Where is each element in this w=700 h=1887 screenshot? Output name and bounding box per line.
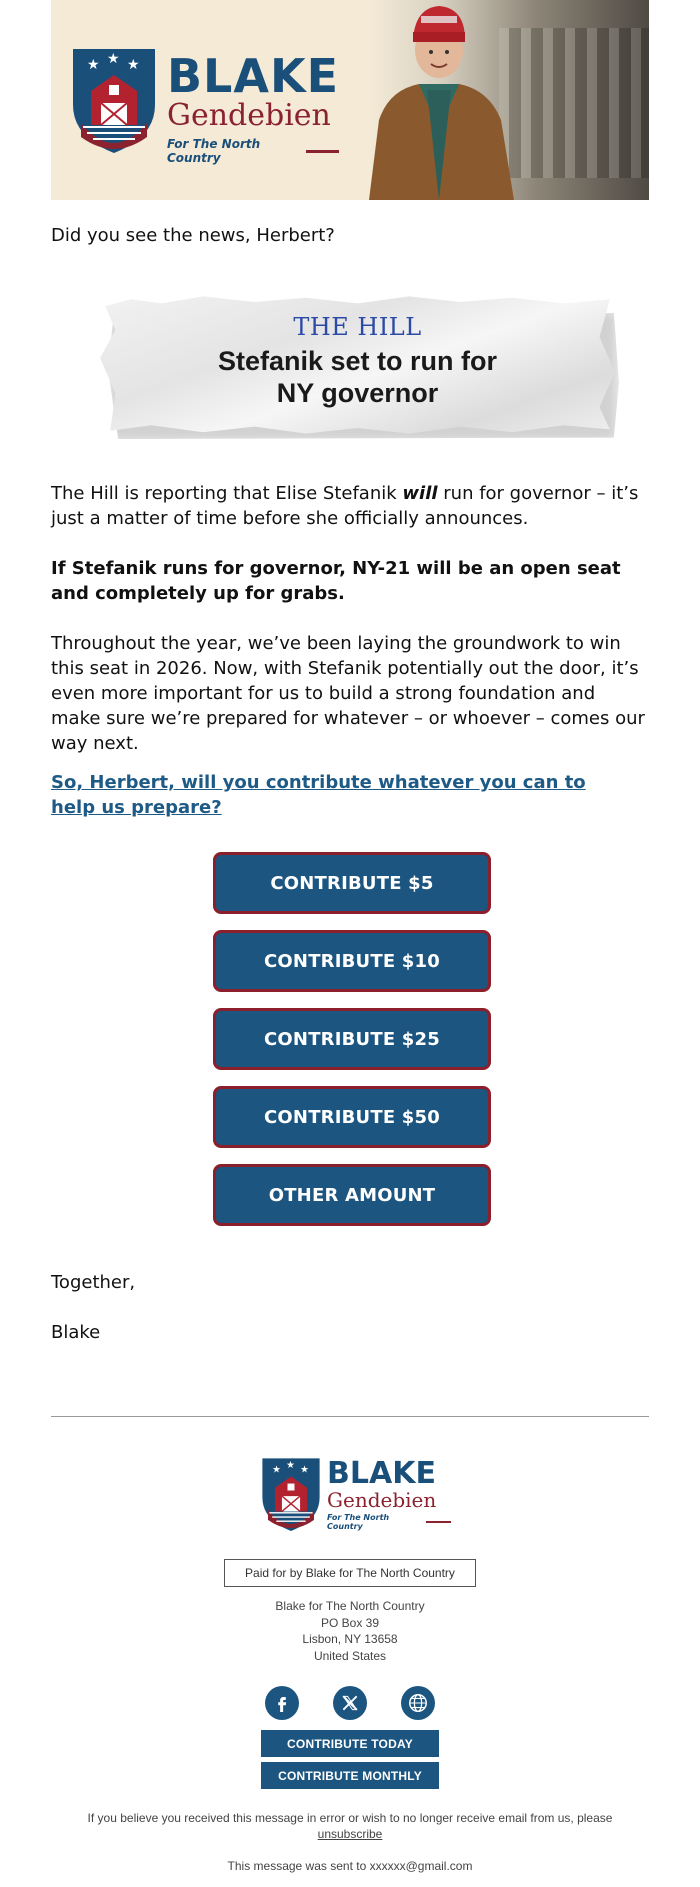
sent-to-notice: This message was sent to xxxxxx@gmail.com (227, 1859, 473, 1873)
address-line-4: United States (313, 1648, 387, 1663)
facebook-icon[interactable] (265, 1686, 299, 1720)
barn-shield-icon (261, 1455, 321, 1533)
contribute-25-button[interactable]: CONTRIBUTE $25 (213, 1008, 491, 1070)
footer-logo-surname: Gendebien (327, 1488, 437, 1512)
header-banner (51, 0, 649, 200)
svg-text:★: ★ (272, 1464, 281, 1476)
globe-icon[interactable] (401, 1686, 435, 1720)
paragraph-1-end: run for governor – it’s just a matter of time before she officially announces. (51, 483, 639, 529)
paragraph-3: Throughout the year, we’ve been laying the groundwork to win this seat in 2026. Now, with Stefanik potentially out the door, it’s even more important for us to build a strong foundation and make sure we’re prepared for whatever – or whoever – comes our way next. (51, 633, 645, 754)
paragraph-1-start: The Hill is reporting that Elise Stefanik (51, 483, 403, 504)
contribute-monthly-button[interactable]: CONTRIBUTE MONTHLY (261, 1762, 439, 1789)
footer-tagline-rule (426, 1521, 451, 1523)
footer-logo[interactable] (261, 1455, 451, 1535)
other-amount-button[interactable]: OTHER AMOUNT (213, 1164, 491, 1226)
signoff: Together, (51, 1272, 136, 1293)
clipping-source: THE HILL (293, 313, 422, 341)
footer-logo-tagline: For The North Country (327, 1513, 390, 1531)
clipping-headline-line2: NY governor (276, 378, 439, 408)
candidate-photo (349, 0, 529, 200)
logo-name: BLAKE (167, 49, 340, 103)
contribute-50-button[interactable]: CONTRIBUTE $50 (213, 1086, 491, 1148)
tagline-rule (306, 150, 339, 153)
clipping-headline-line1: Stefanik set to run for (217, 346, 498, 376)
x-icon[interactable] (333, 1686, 367, 1720)
address-line-3: Lisbon, NY 13658 (302, 1632, 398, 1646)
unsubscribe-link[interactable]: unsubscribe (317, 1827, 383, 1841)
header-logo (71, 45, 340, 165)
clipping-headline (100, 345, 615, 409)
svg-text:★: ★ (107, 51, 120, 67)
mailing-address (0, 1598, 700, 1664)
logo-tagline: For The North Country (167, 137, 261, 165)
contribute-5-button[interactable]: CONTRIBUTE $5 (213, 852, 491, 914)
globe-glyph (407, 1692, 429, 1714)
unsubscribe-notice (80, 1810, 620, 1842)
svg-text:★: ★ (87, 57, 100, 73)
svg-text:★: ★ (286, 1460, 295, 1472)
svg-text:★: ★ (127, 57, 140, 73)
signature: Blake (51, 1322, 101, 1343)
barn-shield-icon (71, 45, 157, 155)
newspaper-clipping (100, 295, 615, 435)
contribute-10-button[interactable]: CONTRIBUTE $10 (213, 930, 491, 992)
svg-text:★: ★ (300, 1464, 309, 1476)
paid-for-disclaimer: Paid for by Blake for The North Country (224, 1559, 476, 1587)
contribute-link[interactable]: So, Herbert, will you contribute whatever you can to help us prepare? (51, 772, 586, 818)
footer-divider (51, 1416, 649, 1417)
x-glyph (340, 1693, 360, 1713)
address-line-2: PO Box 39 (320, 1615, 380, 1630)
paragraph-2: If Stefanik runs for governor, NY-21 will be an open seat and completely up for grabs. (51, 558, 621, 604)
unsubscribe-text: If you believe you received this message in error or wish to no longer receive email from us, please (87, 1811, 613, 1825)
paragraph-1-emphasis: will (402, 483, 438, 504)
logo-surname: Gendebien (167, 98, 331, 133)
address-line-1: Blake for The North Country (275, 1599, 425, 1613)
footer-logo-name: BLAKE (327, 1456, 436, 1491)
contribute-today-button[interactable]: CONTRIBUTE TODAY (261, 1730, 439, 1757)
paragraph-1 (51, 481, 649, 531)
greeting: Did you see the news, Herbert? (51, 225, 335, 246)
facebook-glyph (273, 1694, 291, 1712)
